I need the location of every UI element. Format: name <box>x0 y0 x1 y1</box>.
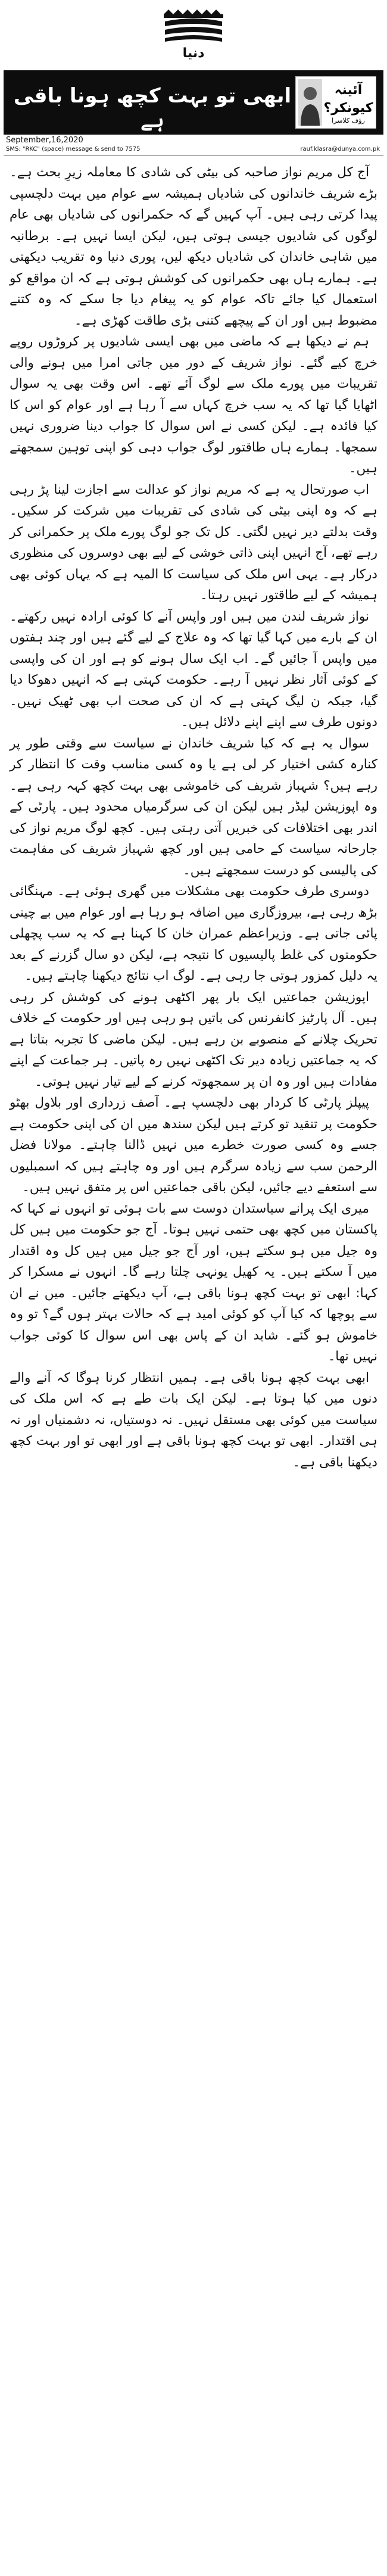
article-paragraph: آج کل مریم نواز صاحبہ کی بیٹی کی شادی کا معاملہ زیرِ بحث ہے۔ بڑے شریف خاندانوں کی شادیاں ہمیشہ سے عوام میں بہت دلچسپی پیدا کرتی رہی ہیں۔ آپ کہیں گے کہ حکمرانوں کی شادیاں بھی عام لوگوں کی شادیوں جیسی ہوتی ہیں، لیکن ایسا نہیں ہے۔ برطانیہ میں شاہی خاندان کی شادیاں دیکھ لیں، پوری دنیا وہ تقریب دیکھتی ہے۔ ہمارے ہاں بھی حکمرانوں کی کوشش ہوتی ہے کہ ان مواقع کو استعمال کیا جائے تاکہ عوام کو یہ پیغام دیا جا سکے کہ وہ کتنے مضبوط ہیں اور ان کے پیچھے کتنی بڑی طاقت کھڑی ہے۔ <box>10 165 377 328</box>
article-paragraph: میری ایک پرانے سیاستدان دوست سے بات ہوئی تو انہوں نے کہا کہ پاکستان میں کچھ بھی حتمی نہیں ہوتا۔ آج جو حکومت میں ہیں کل وہ جیل میں ہو سکتے ہیں، اور آج جو جیل میں ہیں کل وہ اقتدار میں آ سکتے ہیں۔ یہ کھیل یونہی چلتا رہے گا۔ انہوں نے مسکرا کر کہا: ابھی تو بہت کچھ ہونا باقی ہے، آپ دیکھتے جائیں۔ میں نے ان سے پوچھا کہ کیا آپ کو کوئی امید ہے کہ حالات بہتر ہوں گے؟ تو وہ خاموش ہو گئے۔ شاید ان کے پاس بھی اس سوال کا کوئی جواب نہیں تھا۔ <box>10 1201 377 1364</box>
article-paragraph: سوال یہ ہے کہ کیا شریف خاندان نے سیاست سے وقتی طور پر کنارہ کشی اختیار کر لی ہے یا وہ کسی مناسب وقت کا انتظار کر رہے ہیں؟ شہباز شریف کی خاموشی بھی بہت کچھ کہہ رہی ہے۔ وہ اپوزیشن لیڈر ہیں لیکن ان کی سرگرمیاں محدود ہیں۔ پارٹی کے اندر بھی اختلافات کی خبریں آتی رہتی ہیں۔ کچھ لوگ مریم نواز کی جارحانہ سیاست کے حامی ہیں اور کچھ شہباز شریف کی مفاہمت کی پالیسی کو درست سمجھتے ہیں۔ <box>10 736 377 878</box>
column-header <box>4 70 383 135</box>
article-title: ابھی تو بہت کچھ ہونا باقی ہے <box>13 84 292 132</box>
logo-wordmark: دنیا <box>182 46 205 61</box>
publish-date: September,16,2020 <box>6 136 83 145</box>
newspaper-masthead-logo <box>149 5 238 64</box>
column-name: آئینہ کیونکر؟ <box>323 83 373 116</box>
article-paragraph: نواز شریف لندن میں ہیں اور واپس آنے کا کوئی ارادہ نہیں رکھتے۔ ان کے بارے میں کہا گیا تھا کہ وہ علاج کے لیے گئے ہیں اور چند ہفتوں میں واپس آ جائیں گے۔ اب ایک سال ہونے کو ہے اور ان کی واپسی کے کوئی آثار نظر نہیں آ رہے۔ حکومت کہتی ہے کہ انہیں دھوکا دیا گیا، جبکہ ن لیگ کہتی ہے کہ ان کی صحت اب بھی ٹھیک نہیں۔ دونوں طرف سے اپنے اپنے دلائل ہیں۔ <box>10 609 377 730</box>
article-paragraph: دوسری طرف حکومت بھی مشکلات میں گھری ہوئی ہے۔ مہنگائی بڑھ رہی ہے، بیروزگاری میں اضافہ ہو رہا ہے اور عوام میں بے چینی پائی جاتی ہے۔ وزیراعظم عمران خان کا کہنا ہے کہ یہ سب پچھلی حکومتوں کی غلط پالیسیوں کا نتیجہ ہے، لیکن دو سال گزرنے کے بعد یہ دلیل کمزور ہوتی جا رہی ہے۔ لوگ اب نتائج دیکھنا چاہتے ہیں۔ <box>10 884 377 983</box>
dateline-strip <box>4 135 383 156</box>
sms-instruction: SMS: "RKC" (space) message & send to 7575 <box>6 146 141 152</box>
article-body <box>10 162 377 1473</box>
article-paragraph: پیپلز پارٹی کا کردار بھی دلچسپ ہے۔ آصف زرداری اور بلاول بھٹو حکومت پر تنقید تو کرتے ہیں لیکن سندھ میں ان کی اپنی حکومت ہے جسے وہ کسی صورت خطرے میں نہیں ڈالنا چاہتے۔ مولانا فضل الرحمن سب سے زیادہ سرگرم ہیں اور وہ چاہتے ہیں کہ اسمبلیوں سے استعفے دیے جائیں، لیکن باقی جماعتیں اس پر متفق نہیں ہیں۔ <box>10 1095 377 1195</box>
article-paragraph: ہم نے دیکھا ہے کہ ماضی میں بھی ایسی شادیوں پر کروڑوں روپے خرچ کیے گئے۔ نواز شریف کے دور میں جاتی امرا میں ہونے والی تقریبات میں پورے ملک سے لوگ آئے تھے۔ اس وقت بھی یہ سوال اٹھایا گیا تھا کہ یہ سب خرچ کہاں سے آ رہا ہے اور عوام کو اس کا کیا فائدہ ہے۔ لیکن کسی نے اس سوال کا جواب دینا ضروری نہیں سمجھا۔ ہمارے ہاں طاقتور لوگ جواب دہی کو اپنی توہین سمجھتے ہیں۔ <box>10 334 377 476</box>
article-paragraph: ابھی بہت کچھ ہونا باقی ہے۔ ہمیں انتظار کرنا ہوگا کہ آنے والے دنوں میں کیا ہوتا ہے۔ لیکن ایک بات طے ہے کہ اس ملک کی سیاست میں کوئی بھی مستقل نہیں۔ نہ دوستیاں، نہ دشمنیاں اور نہ ہی اقتدار۔ ابھی تو بہت کچھ ہونا باقی ہے اور ابھی تو اور بہت کچھ دیکھنا باقی ہے۔ <box>10 1370 377 1470</box>
article-paragraph: اب صورتحال یہ ہے کہ مریم نواز کو عدالت سے اجازت لینا پڑ رہی ہے کہ وہ اپنی بیٹی کی شادی کی تقریبات میں شرکت کر سکیں۔ وقت بدلتے دیر نہیں لگتی۔ کل تک جو لوگ پورے ملک پر حکمرانی کر رہے تھے، آج انہیں اپنی ذاتی خوشی کے لیے بھی دوسروں کی منظوری درکار ہے۔ یہی اس ملک کی سیاست کا المیہ ہے کہ یہاں کوئی بھی ہمیشہ کے لیے طاقتور نہیں رہتا۔ <box>10 482 377 603</box>
article-paragraph: اپوزیشن جماعتیں ایک بار پھر اکٹھی ہونے کی کوشش کر رہی ہیں۔ آل پارٹیز کانفرنس کی باتیں ہو رہی ہیں اور حکومت کے خلاف تحریک چلانے کے منصوبے بن رہے ہیں۔ لیکن ماضی کا تجربہ بتاتا ہے کہ یہ جماعتیں زیادہ دیر تک اکٹھی نہیں رہ پاتیں۔ ہر جماعت کے اپنے مفادات ہیں اور وہ ان پر سمجھوتہ کرنے کے لیے تیار نہیں ہوتی۔ <box>10 989 377 1089</box>
author-email: rauf.klasra@dunya.com.pk <box>300 146 380 152</box>
dunya-logo-icon <box>152 6 235 63</box>
column-brand-box <box>295 76 376 129</box>
author-byline: رؤف کلاسرا <box>332 117 365 124</box>
author-photo <box>298 79 322 126</box>
